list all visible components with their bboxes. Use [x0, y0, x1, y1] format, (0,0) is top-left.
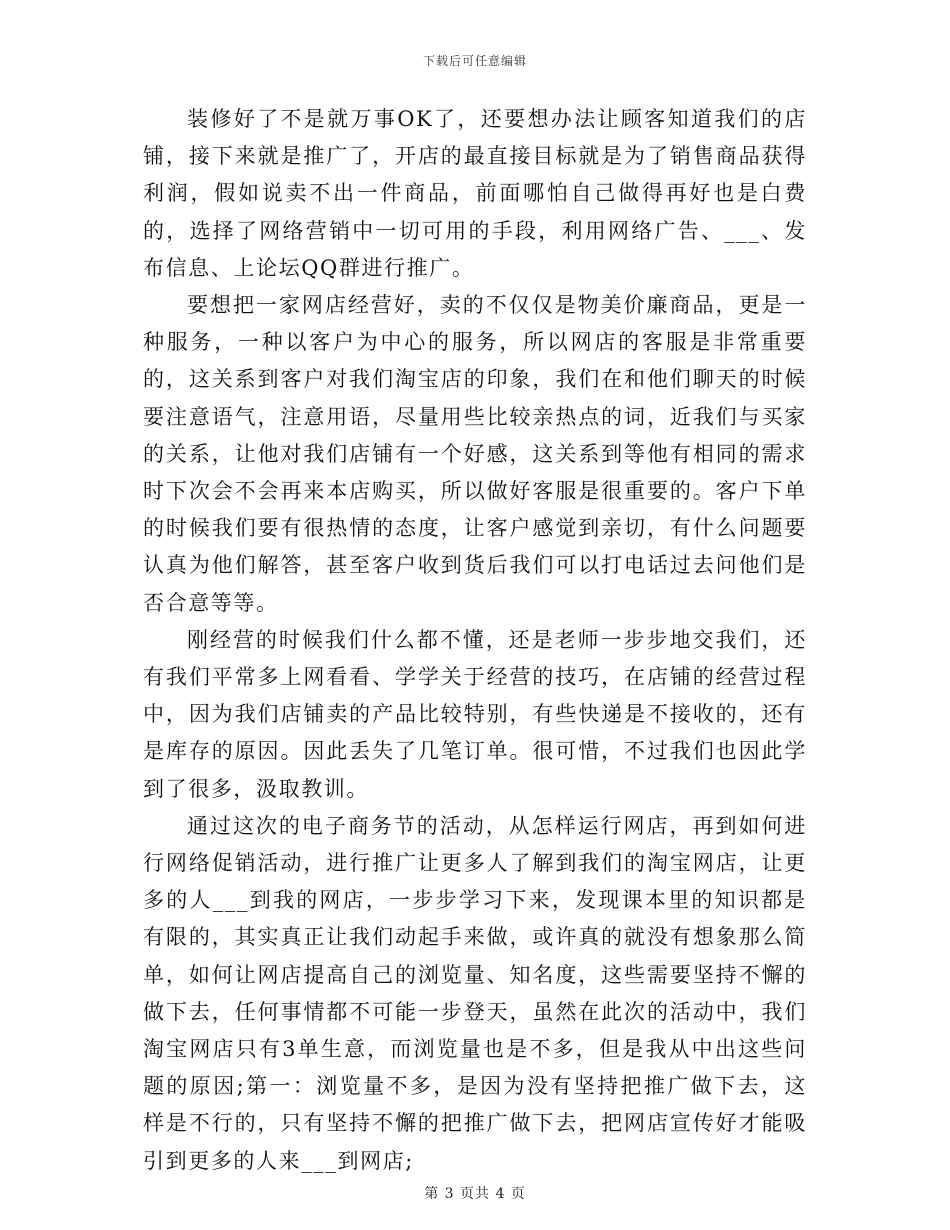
- page-footer: 第 3 页共 4 页: [424, 1186, 526, 1202]
- paragraph-ecommerce-festival: 通过这次的电子商务节的活动，从怎样运行网店，再到如何进行网络促销活动，进行推广让更多人了解到我们的淘宝网店，让更多的人___到我的网店，一步步学习下来，发现课本里的知识都是有限的，其实真正让我们动起手来做，或许真的就没有想象那么简单，如何让网店提高自己的浏览量、知名度，这些需要坚持不懈的做下去，任何事情都不可能一步登天，虽然在此次的活动中，我们淘宝网店只有3单生意，而浏览量也是不多，但是我从中出这些问题的原因;第一：浏览量不多，是因为没有坚持把推广做下去，这样是不行的，只有坚持不懈的把推广做下去，把网店宣传好才能吸引到更多的人来___到网店;: [143, 813, 807, 1173]
- paragraph-promotion: 装修好了不是就万事OK了，还要想办法让顾客知道我们的店铺，接下来就是推广了，开店的最直接目标就是为了销售商品获得利润，假如说卖不出一件商品，前面哪怕自己做得再好也是白费的，选择了网络营销中一切可用的手段，利用网络广告、___、发布信息、上论坛QQ群进行推广。: [143, 107, 807, 280]
- page-header: 下载后可任意编辑: [422, 54, 527, 68]
- paragraph-customer-service: 要想把一家网店经营好，卖的不仅仅是物美价廉商品，更是一种服务，一种以客户为中心的服务，所以网店的客服是非常重要的，这关系到客户对我们淘宝店的印象，我们在和他们聊天的时候要注意语气，注意用语，尽量用些比较亲热点的词，近我们与买家的关系，让他对我们店铺有一个好感，这关系到等他有相同的需求时下次会不会再来本店购买，所以做好客服是很重要的。客户下单的时候我们要有很热情的态度，让客户感觉到亲切，有什么问题要认真为他们解答，甚至客户收到货后我们可以打电话过去问他们是否合意等等。: [143, 293, 807, 615]
- document-body: [143, 101, 807, 1180]
- paragraph-early-operation: 刚经营的时候我们什么都不懂，还是老师一步步地交我们，还有我们平常多上网看看、学学关于经营的技巧，在店铺的经营过程中，因为我们店铺卖的产品比较特别，有些快递是不接收的，还有是库存的原因。因此丢失了几笔订单。很可惜，不过我们也因此学到了很多，汲取教训。: [143, 627, 807, 801]
